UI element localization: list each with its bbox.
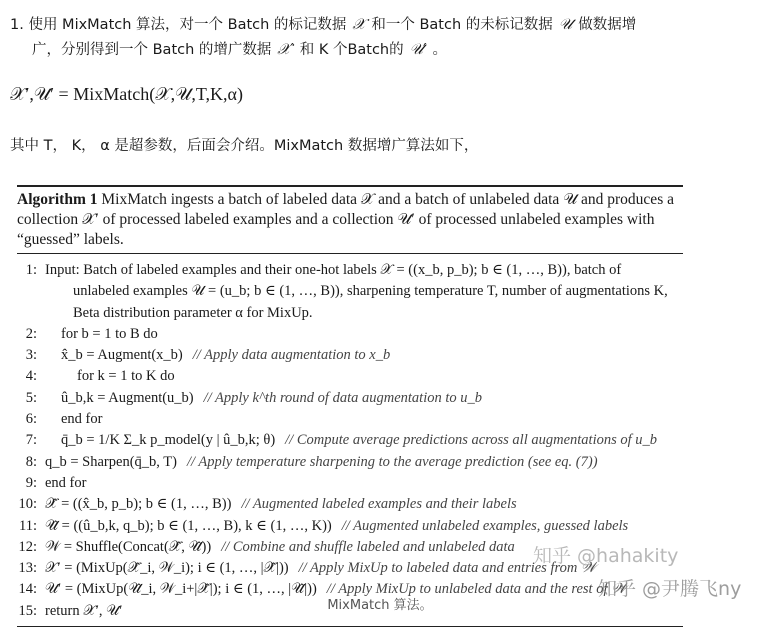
line-comment: // Apply MixUp to labeled data and entries from 𝒲 [298, 560, 597, 577]
intro-text: 和一个 Batch 的未标记数据 [371, 17, 553, 33]
line-text: 𝒰′ = (MixUp(𝒰̂_i, 𝒲_i+|𝒳̂|); i ∈ (1, …, |𝒰̂|)) [45, 581, 317, 598]
params-text: 其中 T， K， α 是超参数，后面会介绍。MixMatch 数据增广算法如下， [10, 138, 479, 154]
algorithm-line [17, 324, 683, 345]
line-number: 14: [18, 581, 37, 598]
line-number: 2: [25, 325, 37, 342]
line-text: return 𝒳′, 𝒰′ [45, 602, 123, 619]
algorithm-line [17, 473, 683, 494]
intro-line-1 [10, 12, 750, 37]
line-number: 10: [18, 496, 37, 513]
algorithm-label: Algorithm 1 [17, 191, 98, 208]
line-number: 13: [18, 560, 37, 577]
algorithm-title: MixMatch ingests a batch of labeled data 𝒳 and a batch of unlabeled data 𝒰 and produces a collection 𝒳′ of processed labeled examples and a collection 𝒰′ of processed unlabeled examples with “guessed” labels. [17, 191, 674, 248]
intro-paragraph [10, 12, 750, 62]
line-number: 11: [19, 517, 37, 534]
line-number: 9: [25, 474, 37, 491]
line-comment: // Augmented unlabeled examples, guessed labels [341, 517, 629, 534]
line-comment: // Augmented labeled examples and their labels [241, 496, 517, 513]
line-number: 5: [25, 389, 37, 406]
algorithm-line [17, 409, 683, 430]
line-text: 𝒳̂ = ((x̂_b, p_b); b ∈ (1, …, B)) [45, 496, 232, 513]
line-comment: // Apply k^th round of data augmentation to u_b [203, 389, 483, 406]
symbol-x: 𝒳 [352, 15, 366, 33]
line-comment: // Apply temperature sharpening to the average prediction (see eq. (7)) [186, 453, 598, 470]
algorithm-line [17, 430, 683, 451]
line-text: unlabeled examples 𝒰 = (u_b; b ∈ (1, …, B)), sharpening temperature T, number of augmentations K, [73, 283, 668, 300]
intro-text: 。 [432, 42, 448, 58]
line-text: 𝒲 = Shuffle(Concat(𝒳̂, 𝒰̂)) [45, 538, 212, 555]
algorithm-header [17, 187, 683, 250]
line-text: end for [45, 474, 87, 491]
line-number: 12: [18, 538, 37, 555]
algorithm-line [17, 281, 683, 302]
algorithm-line [17, 494, 683, 515]
algorithm-line [17, 366, 683, 387]
line-text: q̄_b = 1/K Σ_k p_model(y | û_b,k; θ) [61, 432, 276, 449]
line-comment: // Combine and shuffle labeled and unlabeled data [221, 538, 515, 555]
intro-text: 做数据增 [578, 17, 637, 33]
line-number: 8: [25, 453, 37, 470]
watermark-1: 知乎 @hahakity [533, 545, 679, 567]
line-text: Beta distribution parameter α for MixUp. [73, 304, 313, 321]
symbol-u: 𝒰 [558, 15, 573, 33]
intro-line-2 [10, 37, 750, 62]
line-text: for k = 1 to K do [77, 368, 175, 385]
algorithm-line [17, 388, 683, 409]
intro-text: 和 K 个Batch的 [299, 42, 404, 58]
line-text: Input: Batch of labeled examples and their one-hot labels 𝒳 = ((x_b, p_b); b ∈ (1, …, B)), batch of [45, 262, 622, 278]
algorithm-line [17, 303, 683, 324]
intro-text: 1. 使用 MixMatch 算法，对一个 Batch 的标记数据 [10, 17, 347, 33]
line-text: q_b = Sharpen(q̄_b, T) [45, 453, 177, 470]
line-number: 6: [25, 411, 37, 428]
line-number: 7: [25, 432, 37, 449]
line-text: û_b,k = Augment(u_b) [61, 389, 194, 406]
algorithm-line [17, 260, 683, 281]
line-number: 4: [25, 368, 37, 385]
equation: 𝒳′,𝒰′ = MixMatch(𝒳,𝒰,T,K,α) [10, 84, 243, 104]
symbol-u-prime: 𝒰′ [409, 40, 427, 58]
line-text: x̂_b = Augment(x_b) [61, 347, 183, 364]
line-text: 𝒰̂ = ((û_b,k, q_b); b ∈ (1, …, B), k ∈ (1, …, K)) [45, 517, 332, 534]
line-text: 𝒳′ = (MixUp(𝒳̂_i, 𝒲_i); i ∈ (1, …, |𝒳̂|)) [45, 560, 289, 577]
line-comment: // Compute average predictions across all augmentations of u_b [285, 432, 658, 449]
figure-caption: MixMatch 算法。 [327, 598, 433, 613]
line-comment: // Apply MixUp to unlabeled data and the rest of 𝒲 [326, 581, 627, 598]
line-number: 15: [18, 602, 37, 619]
line-number: 3: [25, 347, 37, 364]
line-text: end for [61, 411, 103, 428]
line-number [17, 303, 37, 324]
algorithm-line [17, 516, 683, 537]
watermark-2: 知乎 @尹腾飞ny [598, 578, 742, 600]
line-comment: // Apply data augmentation to x_b [192, 347, 391, 364]
symbol-x-prime: 𝒳′ [277, 40, 294, 58]
algorithm-line [17, 452, 683, 473]
line-text: for b = 1 to B do [61, 325, 158, 342]
intro-text: 广，分别得到一个 Batch 的增广数据 [32, 42, 272, 58]
algorithm-line [17, 345, 683, 366]
line-number [17, 281, 37, 302]
line-number: 1: [25, 262, 37, 278]
